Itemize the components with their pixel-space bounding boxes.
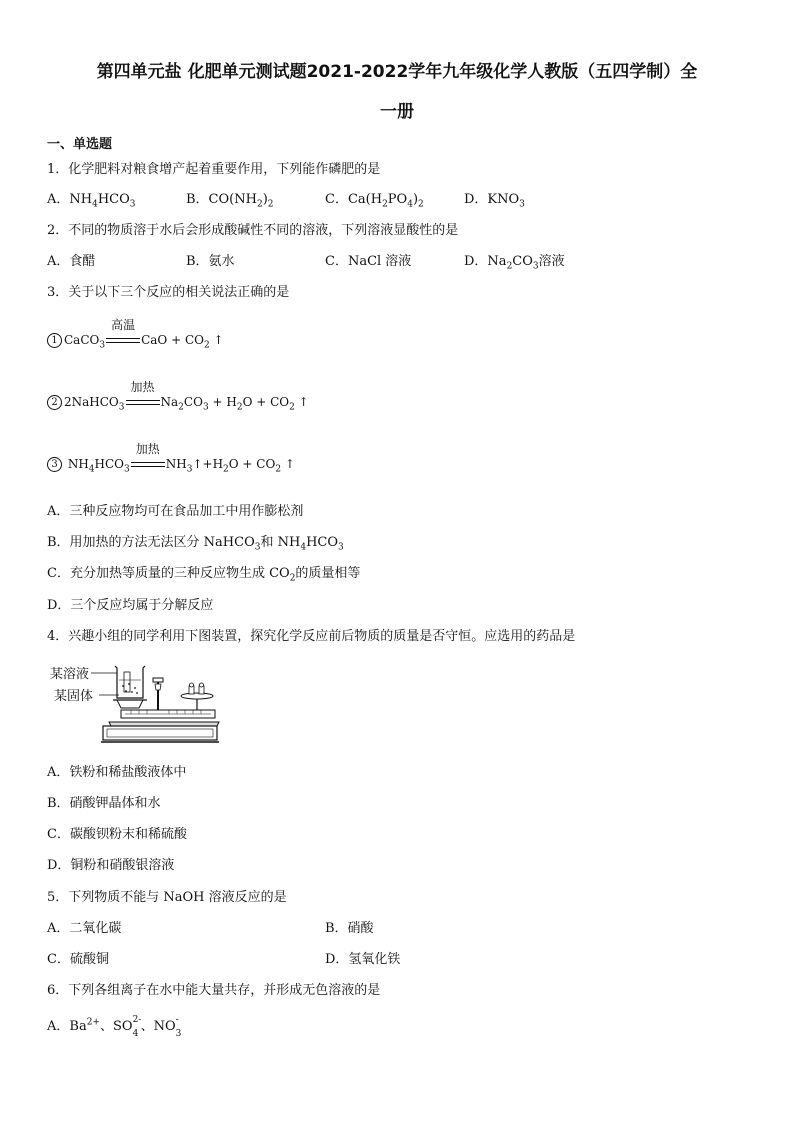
- question-6-option-a: A．$Ba^{2+}$、SO 2- 4 、NO - 3: [47, 1015, 182, 1039]
- question-1-option-b: B．$CO(NH_2)_2$: [186, 192, 274, 210]
- question-5-stem: 5．下列物质不能与 NaOH 溶液反应的是: [47, 890, 287, 905]
- label-solid: 某固体: [54, 689, 94, 704]
- question-3-option-a: A．三种反应物均可在食品加工中用作膨松剂: [47, 504, 304, 519]
- question-5-option-b: B．硝酸: [325, 921, 374, 936]
- question-1-option-a: A．$NH_4HCO_3$: [47, 192, 136, 210]
- reaction-condition: 高温: [106, 331, 140, 349]
- question-6-stem: 6．下列各组离子在水中能大量共存，并形成无色溶液的是: [47, 983, 381, 998]
- reaction-condition: 加热: [126, 393, 160, 411]
- question-4-option-a: A．铁粉和稀盐酸液体中: [47, 765, 187, 780]
- circled-number-3: 3: [47, 457, 62, 472]
- question-4-option-b: B．硝酸钾晶体和水: [47, 796, 161, 811]
- reaction-equation-2: 2 2NaHCO$_3$ 加热 $Na_2CO_3 + H_2O + CO_2$ ↑: [47, 393, 309, 411]
- reaction-equation-3: 3 $NH_4HCO_3$ 加热 $NH_3↑+H_2O + CO_2$ ↑: [47, 455, 295, 473]
- question-3-option-b: B．用加热的方法无法区分 NaHCO$_3$和 $NH_4HCO_3$: [47, 535, 344, 553]
- question-4-stem: 4．兴趣小组的同学利用下图装置，探究化学反应前后物质的质量是否守恒。应选用的药品是: [47, 629, 576, 644]
- question-2-option-a: A．食醋: [47, 254, 96, 269]
- question-1-option-c: C．$Ca(H_2PO_4)_2$: [325, 192, 424, 210]
- question-3-stem: 3．关于以下三个反应的相关说法正确的是: [47, 285, 290, 300]
- question-2-option-b: B．氨水: [186, 254, 235, 269]
- question-2-stem: 2．不同的物质溶于水后会形成酸碱性不同的溶液，下列溶液显酸性的是: [47, 223, 459, 238]
- question-4-option-d: D．铜粉和硝酸银溶液: [47, 858, 175, 873]
- question-1-stem: 1．化学肥料对粮食增产起着重要作用，下列能作磷肥的是: [47, 162, 381, 177]
- reaction-condition: 加热: [131, 455, 165, 473]
- question-1-option-d: D．$KNO_3$: [464, 192, 525, 210]
- balance-illustration: [47, 662, 222, 754]
- reaction-equation-1: 1 CaCO$_3$ 高温 CaO + $CO_2$ ↑: [47, 331, 224, 349]
- question-3-option-c: C．充分加热等质量的三种反应物生成 $CO_2$的质量相等: [47, 566, 361, 584]
- section-heading: 一、单选题: [47, 137, 113, 152]
- question-4-option-c: C．碳酸钡粉末和稀硫酸: [47, 827, 187, 842]
- circled-number-1: 1: [47, 333, 62, 348]
- question-2-option-c: C．NaCl 溶液: [325, 254, 412, 269]
- document-title-line-1: 第四单元盐 化肥单元测试题2021-2022学年九年级化学人教版（五四学制）全: [96, 62, 698, 82]
- question-3-option-d: D．三个反应均属于分解反应: [47, 598, 214, 613]
- question-5-option-a: A．二氧化碳: [47, 921, 122, 936]
- question-5-option-d: D．氢氧化铁: [325, 952, 401, 967]
- circled-number-2: 2: [47, 395, 62, 410]
- question-5-option-c: C．硫酸铜: [47, 952, 109, 967]
- document-title-line-2: 一册: [380, 102, 414, 122]
- question-2-option-d: D．$Na_2CO_3$溶液: [464, 254, 565, 272]
- balance-apparatus-figure: [47, 662, 222, 754]
- label-solution: 某溶液: [50, 667, 90, 682]
